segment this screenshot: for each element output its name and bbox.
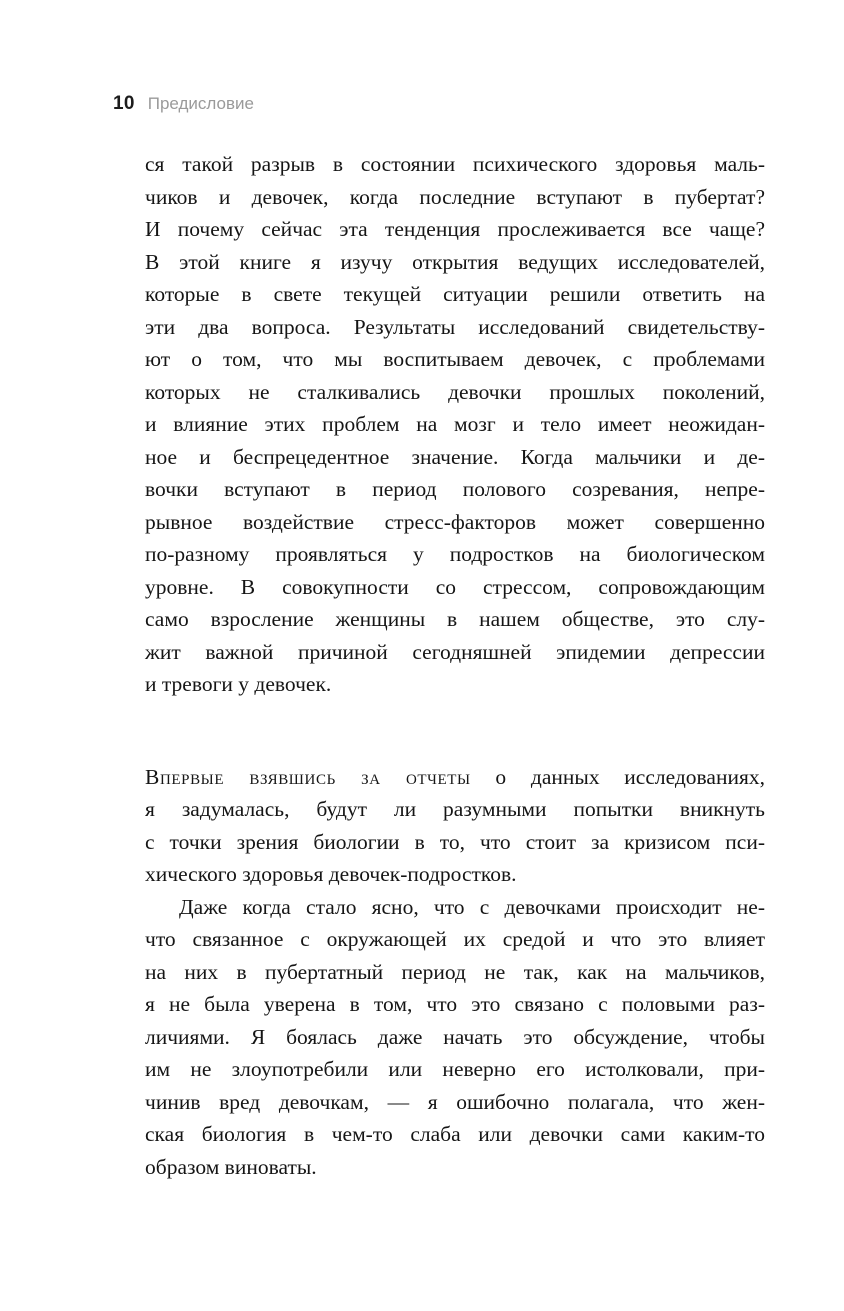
page-number: 10	[113, 93, 135, 114]
text-line: им не злоупотребили или неверно его истолковали, при-	[145, 1057, 765, 1081]
text-line: что связанное с окружающей их средой и что это влияет	[145, 927, 765, 951]
chapter-title: Предисловие	[147, 94, 254, 113]
text-line: на них в пубертатный период не так, как на мальчиков,	[145, 959, 765, 984]
text-line: ся такой разрыв в состоянии психического здоровья маль-	[145, 152, 765, 176]
text-block	[145, 148, 765, 1183]
text-line: и влияние этих проблем на мозг и тело имеет неожидан-	[145, 412, 765, 436]
text-line: ют о том, что мы воспитываем девочек, с проблемами	[145, 347, 765, 371]
text-line: жит важной причиной сегодняшней эпидемии депрессии	[145, 639, 765, 664]
paragraph-indented	[145, 891, 765, 1184]
text-line: я не была уверена в том, что это связано с половыми раз-	[145, 992, 765, 1016]
text-line: само взросление женщины в нашем обществе, это слу-	[145, 607, 765, 631]
text-line: которые в свете текущей ситуации решили ответить на	[145, 282, 765, 306]
text-line: личиями. Я боялась даже начать это обсуждение, чтобы	[145, 1024, 765, 1049]
section-lead-smallcaps: Впервые взявшись за отчеты	[145, 764, 471, 789]
paragraph-section-start	[145, 761, 765, 891]
text-line: И почему сейчас эта тенденция прослеживается все чаще?	[145, 217, 765, 241]
text-line: уровне. В совокупности со стрессом, сопровождающим	[145, 574, 765, 599]
text-line: я задумалась, будут ли разумными попытки вникнуть	[145, 797, 765, 821]
text-line: ская биология в чем-то слаба или девочки сами каким-то	[145, 1122, 765, 1146]
text-line: чиков и девочек, когда последние вступают в пубертат?	[145, 184, 765, 209]
text-line: вочки вступают в период полового созревания, непре-	[145, 477, 765, 501]
text-line: ное и беспрецедентное значение. Когда мальчики и де-	[145, 444, 765, 469]
text-line: образом виноваты.	[145, 1154, 317, 1179]
page-header	[113, 93, 254, 115]
text-line: которых не сталкивались девочки прошлых поколений,	[145, 379, 765, 404]
text-line: хического здоровья девочек-подростков.	[145, 862, 517, 886]
text-line: чинив вред девочкам, — я ошибочно полагала, что жен-	[145, 1089, 765, 1114]
text-line: Даже когда стало ясно, что с девочками происходит не-	[179, 894, 765, 919]
text-line: с точки зрения биологии в то, что стоит за кризисом пси-	[145, 829, 765, 854]
text-line: Впервые взявшись за отчеты о данных исследованиях,	[145, 764, 765, 789]
text-line: по-разному проявляться у подростков на биологическом	[145, 542, 765, 566]
text-line: рывное воздействие стресс-факторов может совершенно	[145, 509, 765, 534]
text-line: и тревоги у девочек.	[145, 672, 332, 696]
text-line: эти два вопроса. Результаты исследований свидетельству-	[145, 314, 765, 339]
paragraph-continuation	[145, 148, 765, 701]
text-line: В этой книге я изучу открытия ведущих исследователей,	[145, 249, 765, 274]
